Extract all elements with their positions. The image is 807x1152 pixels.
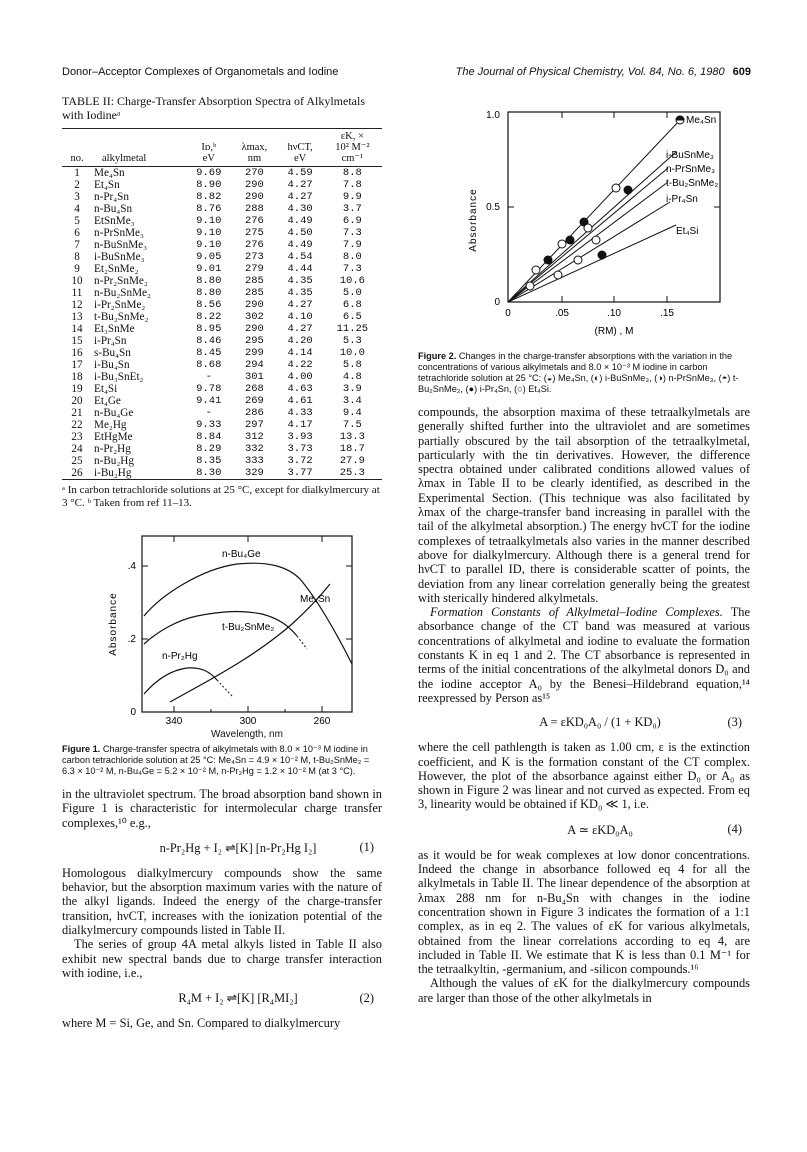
table-row [62, 167, 382, 180]
cell-ek: 3.7 [342, 203, 362, 215]
cell-no: 11 [71, 287, 83, 299]
table-row [62, 359, 382, 371]
cell-lmax: 329 [244, 467, 264, 479]
cell-alkylmetal: Et₃SnMe [94, 323, 135, 335]
cell-ek: 7.5 [342, 419, 362, 431]
cell-ek: 5.0 [342, 287, 362, 299]
cell-hvct: 4.17 [287, 419, 313, 431]
cell-no: 12 [71, 299, 83, 311]
cell-alkylmetal: s-Bu₄Sn [94, 347, 131, 359]
point-m [592, 236, 600, 244]
fig2-label-me4sn: Me₄Sn [686, 115, 717, 126]
cell-alkylmetal: n-Bu₂Hg [94, 455, 134, 467]
point-d [544, 256, 552, 264]
cell-lmax: 270 [244, 167, 264, 179]
cell-alkylmetal: i-Pr₄Sn [94, 335, 127, 347]
fig2-label-tbu2snme2: t-Bu₂SnMe₂ [666, 178, 719, 189]
table-row [62, 215, 382, 227]
equation-3-body: A = εKD₀A₀ / (1 + KD₀) [539, 715, 661, 730]
cell-lmax: 302 [244, 311, 264, 323]
cell-no: 18 [71, 371, 83, 383]
right-paragraph-4: as it would be for weak complexes at low donor concentrations. Indeed the change in absorbance followed eq 4 for all the alkylmetals in Table II. The linear dependence of the absorption at λmax 288 nm for n-Bu₄Sn with changes in the iodine concentration shown in Figure 3 indicates the formation of a 1:1 complex, as in eq 2. The values of εK for various alkylmetals, obtained from the linear correlations according to eq 4, are included in Table II. We estimate that K is less than 0.1 M⁻¹ for the tetraalkyltin, -germanium, and -silicon compounds.¹⁶ [418, 847, 750, 977]
cell-ek: 11.25 [336, 323, 369, 335]
cell-alkylmetal: Et₄Sn [94, 179, 120, 191]
cell-no: 10 [71, 275, 83, 287]
curve-npr2hg [144, 668, 217, 694]
col-lmax: λmax, nm [241, 142, 268, 164]
col-no: no. [70, 153, 84, 164]
fig2-xtick-05: .05 [555, 308, 569, 319]
figure-1 [62, 524, 382, 777]
cell-alkylmetal: i-Pr₂SnMe₂ [94, 299, 146, 311]
fig1-label-tbu2snme2: t-Bu₂SnMe₂ [222, 622, 275, 633]
cell-id: 9.10 [196, 215, 222, 227]
cell-no: 19 [71, 383, 83, 395]
cell-lmax: 297 [244, 419, 264, 431]
cell-ek: 27.9 [339, 455, 365, 467]
cell-alkylmetal: n-BuSnMe₃ [94, 239, 148, 251]
cell-ek: 5.8 [342, 359, 362, 371]
figure-1-caption: Figure 1. Charge-transfer spectra of alkylmetals with 8.0 × 10⁻³ M iodine in carbon tetrachloride solution at 25 °C: Me₄Sn = 4.9 × 10⁻² M, t-Bu₂SnMe₂ = 6.3 × 10⁻² M, n-Bu₄Ge = 5.2 × 10⁻² M, n-Pr₂Hg = 1.2 × 10⁻² M (at 3 °C). [62, 744, 370, 776]
cell-ek: 10.6 [339, 275, 365, 287]
right-paragraph-2: Formation Constants of Alkylmetal–Iodine Complexes. The absorbance change of the CT band was measured at various concentrations of alkylmetal and iodine to evaluate the formation constants K in eq 1 and 2. The CT absorbance is represented in terms of the initial concentrations of the alkylmetal donors D₀ and the iodine acceptor A₀ by the Benesi–Hildebrand equation,¹⁴ reexpressed by Person as¹⁵ [418, 605, 750, 705]
fig1-ytick-02: .2 [127, 634, 136, 645]
fig2-label-et4si: Et₄Si [676, 226, 699, 237]
cell-lmax: 333 [244, 455, 264, 467]
point-j [612, 184, 620, 192]
equation-1-body: n-Pr₂Hg + I₂ ⇌[K] [n-Pr₂Hg I₂] [159, 840, 317, 855]
cell-ek: 7.8 [342, 179, 362, 191]
table-title: TABLE II: Charge-Transfer Absorption Spectra of Alkylmetals with Iodineᵃ [62, 94, 365, 122]
cell-lmax: 299 [244, 347, 264, 359]
cell-lmax: 332 [244, 443, 264, 455]
cell-id: 8.80 [196, 287, 222, 299]
fig2-xtick-0: 0 [505, 308, 511, 319]
equation-4-body: A ≃ εKD₀A₀ [567, 822, 633, 837]
fig1-xtick-300: 300 [239, 716, 257, 724]
journal-citation: The Journal of Physical Chemistry, Vol. 84, No. 6, 1980 [455, 66, 725, 78]
table-footnote: ᵃ In carbon tetrachloride solutions at 25 °C, except for dialkylmercury at 3 °C. ᵇ Taken from ref 11–13. [62, 484, 380, 509]
cell-no: 8 [74, 251, 80, 263]
fig2-fit-lines [508, 120, 680, 302]
fig2-ytick-10: 1.0 [486, 110, 500, 121]
figure-2 [418, 110, 750, 395]
cell-lmax: 290 [244, 191, 264, 203]
col-hvct: hνCT, eV [287, 142, 313, 164]
cell-alkylmetal: n-Bu₄Ge [94, 407, 134, 419]
fig2-ytick-0: 0 [494, 297, 500, 308]
cell-id: 8.45 [196, 347, 222, 359]
equation-1-number: (1) [359, 840, 374, 855]
cell-id: 9.01 [196, 263, 222, 275]
table-row [62, 467, 382, 480]
table-row [62, 227, 382, 239]
cell-id: 9.33 [196, 419, 222, 431]
cell-id: 8.68 [196, 359, 222, 371]
cell-ek: 4.8 [342, 371, 362, 383]
equation-3 [418, 715, 750, 730]
cell-id: 9.10 [196, 227, 222, 239]
cell-alkylmetal: i-Bu₂Hg [94, 467, 132, 479]
cell-lmax: 285 [244, 287, 264, 299]
cell-id: - [205, 371, 212, 383]
fig1-label-npr2hg: n-Pr₂Hg [162, 651, 198, 662]
cell-lmax: 294 [244, 359, 264, 371]
cell-no: 4 [74, 203, 80, 215]
cell-ek: 7.9 [342, 239, 362, 251]
table-row [62, 251, 382, 263]
cell-ek: 8.0 [342, 251, 362, 263]
table-row [62, 287, 382, 299]
cell-hvct: 4.27 [287, 179, 313, 191]
cell-no: 24 [71, 443, 83, 455]
table-row [62, 179, 382, 191]
cell-alkylmetal: n-Pr₂Hg [94, 443, 131, 455]
equation-2-number: (2) [359, 990, 374, 1005]
cell-lmax: 290 [244, 323, 264, 335]
cell-alkylmetal: i-Bu₄Sn [94, 359, 130, 371]
left-paragraph-4: where M = Si, Ge, and Sn. Compared to dialkylmercury [62, 1016, 341, 1031]
cell-id: 8.22 [196, 311, 222, 323]
point-i [526, 282, 534, 290]
fig2-ytick-05: 0.5 [486, 202, 500, 213]
cell-lmax: 285 [244, 275, 264, 287]
cell-ek: 18.7 [339, 443, 365, 455]
cell-no: 5 [74, 215, 80, 227]
cell-hvct: 4.20 [287, 335, 313, 347]
equation-2-body: R₄M + I₂ ⇌[K] [R₄MI₂] [178, 991, 298, 1006]
cell-hvct: 4.27 [287, 191, 313, 203]
right-paragraph-1: compounds, the absorption maxima of these tetraalkylmetals are generally shifted further into the ultraviolet and are sometimes partially obscured by the tail absorption of the tetraalkylmetal, particularly with the tin derivatives. However, the difference spectra obtained under calibrated conditions allowed values of λmax in Table II to be clearly identified, as described in the Experimental Section. (This technique was also facilitated by λmax of the charge-transfer band increasing in parallel with the tail of the alkylmetal absorption.) The energy hνCT for the iodine complexes of tetraalkylmetals also varies in the manner described above for dialkylmercury. Although there is a general trend for hνCT to parallel ID, there is considerable scatter of points, the deviation from any linear correlation generally being the greatest with sterically hindered alkylmetals. [418, 405, 750, 605]
cell-no: 17 [71, 359, 83, 371]
cell-alkylmetal: Et₄Ge [94, 395, 121, 407]
section-title: Formation Constants of Alkylmetal–Iodine Complexes. [430, 605, 723, 620]
col-id: Iᴅ,ᵇ eV [201, 142, 217, 164]
cell-lmax: 276 [244, 215, 264, 227]
cell-ek: 9.4 [342, 407, 362, 419]
cell-id: 8.95 [196, 323, 222, 335]
running-header-journal [456, 66, 751, 78]
cell-alkylmetal: i-BuSnMe₃ [94, 251, 145, 263]
cell-lmax: 288 [244, 203, 264, 215]
cell-alkylmetal: Et₄Si [94, 383, 118, 395]
cell-id: 8.82 [196, 191, 222, 203]
cell-no: 1 [74, 167, 80, 179]
cell-ek: 6.8 [342, 299, 362, 311]
fig1-label-me4sn: Me₄Sn [300, 594, 331, 605]
cell-id: 8.84 [196, 431, 222, 443]
cell-lmax: 275 [244, 227, 264, 239]
cell-hvct: 4.33 [287, 407, 313, 419]
curve-npr2hg-tail [217, 680, 232, 696]
cell-id: 9.78 [196, 383, 222, 395]
cell-hvct: 4.27 [287, 323, 313, 335]
cell-alkylmetal: n-Bu₂SnMe₂ [94, 287, 151, 299]
cell-hvct: 4.63 [287, 383, 313, 395]
running-header-title: Donor–Acceptor Complexes of Organometals and Iodine [62, 66, 339, 78]
fig2-label-nprsnme3: n-PrSnMe₃ [666, 164, 716, 175]
table-row [62, 443, 382, 455]
cell-alkylmetal: t-Bu₂SnMe₂ [94, 311, 149, 323]
point-c [566, 236, 574, 244]
right-paragraph-5: Although the values of εK for the dialkylmercury compounds are larger than those of the other alkylmetals in [418, 976, 750, 1005]
point-b [558, 240, 566, 248]
cell-hvct: 3.93 [287, 431, 313, 443]
col-ek: εK, × 10² M⁻² cm⁻¹ [335, 131, 370, 164]
cell-hvct: 4.49 [287, 215, 313, 227]
table-row [62, 335, 382, 347]
cell-no: 3 [74, 191, 80, 203]
cell-ek: 7.3 [342, 263, 362, 275]
table-ii [62, 128, 382, 480]
cell-ek: 6.9 [342, 215, 362, 227]
cell-lmax: 295 [244, 335, 264, 347]
point-k [624, 186, 632, 194]
table-row [62, 371, 382, 383]
cell-id: - [205, 407, 212, 419]
cell-id: 9.10 [196, 239, 222, 251]
right-column [418, 110, 750, 1005]
fig1-xtick-340: 340 [165, 716, 183, 724]
cell-alkylmetal: Et₂SnMe₂ [94, 263, 139, 275]
cell-alkylmetal: EtHgMe [94, 431, 133, 443]
fig1-ytick-0: 0 [130, 707, 136, 718]
cell-id: 9.69 [196, 167, 222, 179]
cell-hvct: 4.49 [287, 239, 313, 251]
table-row [62, 455, 382, 467]
cell-hvct: 4.54 [287, 251, 313, 263]
table-row [62, 347, 382, 359]
cell-hvct: 4.44 [287, 263, 313, 275]
cell-lmax: 312 [244, 431, 264, 443]
fig1-ytick-04: .4 [127, 561, 136, 572]
equation-4 [418, 822, 750, 838]
right-paragraph-3: where the cell pathlength is taken as 1.00 cm, ε is the extinction coefficient, and K is the formation constant of the CT complex. However, the plot of the absorbance against either D₀ or A₀ as shown in Figure 2 was linear and not curved as expected. From eq 3, linearity would be obtained if KD₀ ≪ 1, i.e. [418, 740, 750, 812]
cell-ek: 5.3 [342, 335, 362, 347]
cell-hvct: 4.27 [287, 299, 313, 311]
cell-hvct: 3.73 [287, 443, 313, 455]
table-row [62, 191, 382, 203]
cell-lmax: 290 [244, 299, 264, 311]
cell-no: 6 [74, 227, 80, 239]
figure-2-caption: Figure 2. Changes in the charge-transfer absorptions with the variation in the concentrations of various alkylmetals and 8.0 × 10⁻³ M iodine in carbon tetrachloride solution at 25 °C: (◒) Me₄Sn, (◐) i-BuSnMe₃, (◑) n-PrSnMe₃, (◓) t-Bu₂SnMe₂, (●) i-Pr₄Sn, (○) Et₄Si. [418, 351, 739, 394]
cell-id: 9.05 [196, 251, 222, 263]
table-row [62, 395, 382, 407]
fig2-ylabel: Absorbance [468, 188, 479, 252]
cell-lmax: 301 [244, 371, 264, 383]
cell-id: 8.90 [196, 179, 222, 191]
cell-no: 2 [74, 179, 80, 191]
cell-lmax: 268 [244, 383, 264, 395]
cell-hvct: 4.30 [287, 203, 313, 215]
cell-id: 8.35 [196, 455, 222, 467]
cell-lmax: 286 [244, 407, 264, 419]
cell-no: 23 [71, 431, 83, 443]
curve-tbu2snme2-tail [297, 636, 307, 649]
cell-hvct: 4.35 [287, 287, 313, 299]
figure-2-plot [418, 110, 750, 342]
fig2-xtick-15: .15 [660, 308, 674, 319]
cell-alkylmetal: n-Pr₄Sn [94, 191, 129, 203]
cell-hvct: 4.61 [287, 395, 313, 407]
cell-alkylmetal: n-PrSnMe₃ [94, 227, 144, 239]
fig1-xlabel: Wavelength, nm [211, 729, 283, 740]
cell-hvct: 4.14 [287, 347, 313, 359]
cell-lmax: 269 [244, 395, 264, 407]
fig1-label-nbu4ge: n-Bu₄Ge [222, 549, 261, 560]
cell-hvct: 4.10 [287, 311, 313, 323]
table-row [62, 383, 382, 395]
table-header-row [62, 129, 382, 167]
cell-no: 7 [74, 239, 80, 251]
cell-ek: 3.9 [342, 383, 362, 395]
table-row [62, 431, 382, 443]
cell-alkylmetal: Me₂Hg [94, 419, 127, 431]
cell-lmax: 279 [244, 263, 264, 275]
table-row [62, 323, 382, 335]
cell-ek: 8.8 [342, 167, 362, 179]
cell-alkylmetal: i-Bu₃SnEt₂ [94, 371, 144, 383]
cell-alkylmetal: n-Pr₂SnMe₂ [94, 275, 148, 287]
cell-no: 9 [74, 263, 80, 275]
cell-id: 8.46 [196, 335, 222, 347]
fig2-label-ibusnme3: i-BuSnMe₃ [666, 150, 714, 161]
cell-ek: 6.5 [342, 311, 362, 323]
point-e [532, 266, 540, 274]
cell-ek: 7.3 [342, 227, 362, 239]
cell-no: 21 [71, 407, 83, 419]
table-row [62, 311, 382, 323]
table-row [62, 275, 382, 287]
cell-alkylmetal: EtSnMe₃ [94, 215, 135, 227]
fig2-points [526, 116, 684, 290]
cell-id: 9.41 [196, 395, 222, 407]
left-paragraph-2: Homologous dialkylmercury compounds show the same behavior, but the absorption maximum varies with the nature of the alkyl ligands. Indeed the energy of the charge-transfer transition, hνCT, increases with the ionization potential of the dialkylmercury compounds listed in Table II. [62, 865, 382, 938]
cell-lmax: 273 [244, 251, 264, 263]
cell-hvct: 4.22 [287, 359, 313, 371]
cell-no: 20 [71, 395, 83, 407]
fig2-xlabel: (RM) , M [594, 326, 634, 337]
point-f [598, 251, 606, 259]
cell-no: 22 [71, 419, 83, 431]
equation-3-number: (3) [727, 715, 742, 730]
col-alkylmetal: alkylmetal [102, 153, 147, 164]
cell-hvct: 4.00 [287, 371, 313, 383]
cell-ek: 10.0 [339, 347, 365, 359]
curve-nbu4ge [144, 563, 352, 664]
table-row [62, 203, 382, 215]
fig1-yticks [142, 566, 352, 712]
cell-alkylmetal: Me₄Sn [94, 167, 125, 179]
cell-hvct: 3.77 [287, 467, 313, 479]
cell-no: 16 [71, 347, 83, 359]
cell-lmax: 276 [244, 239, 264, 251]
cell-no: 14 [71, 323, 83, 335]
table-row [62, 419, 382, 431]
equation-2 [62, 990, 382, 1006]
fig1-xtick-260: 260 [313, 716, 331, 724]
cell-ek: 9.9 [342, 191, 362, 203]
cell-hvct: 4.50 [287, 227, 313, 239]
point-h [554, 271, 562, 279]
equation-4-number: (4) [727, 822, 742, 837]
left-paragraph-1: in the ultraviolet spectrum. The broad absorption band shown in Figure 1 is characteristic for intermolecular charge transfer complexes,¹⁰ e.g., [62, 787, 382, 830]
left-paragraph-3: The series of group 4A metal alkyls listed in Table II also exhibit new spectral bands due to charge transfer interaction with iodine, i.e., [62, 937, 382, 980]
table-row [62, 263, 382, 275]
cell-no: 13 [71, 311, 83, 323]
table-row [62, 239, 382, 251]
cell-hvct: 3.72 [287, 455, 313, 467]
cell-id: 8.56 [196, 299, 222, 311]
cell-hvct: 4.35 [287, 275, 313, 287]
equation-1 [62, 840, 382, 856]
cell-ek: 3.4 [342, 395, 362, 407]
table-row [62, 299, 382, 311]
cell-id: 8.30 [196, 467, 222, 479]
cell-id: 8.80 [196, 275, 222, 287]
cell-ek: 13.3 [339, 431, 365, 443]
fig2-label-ipr4sn: i-Pr₄Sn [666, 194, 698, 205]
left-column [62, 94, 382, 1031]
cell-no: 15 [71, 335, 83, 347]
cell-no: 25 [71, 455, 83, 467]
point-g [574, 256, 582, 264]
fig1-ylabel: Absorbance [108, 592, 119, 656]
table-row [62, 407, 382, 419]
cell-alkylmetal: n-Bu₄Sn [94, 203, 133, 215]
cell-hvct: 4.59 [287, 167, 313, 179]
cell-no: 26 [71, 467, 83, 479]
point-l [584, 224, 592, 232]
fig2-xtick-10: .10 [607, 308, 621, 319]
figure-1-plot [62, 524, 362, 724]
cell-ek: 25.3 [339, 467, 365, 479]
cell-lmax: 290 [244, 179, 264, 191]
page-number: 609 [732, 66, 751, 78]
cell-id: 8.29 [196, 443, 222, 455]
cell-id: 8.76 [196, 203, 222, 215]
